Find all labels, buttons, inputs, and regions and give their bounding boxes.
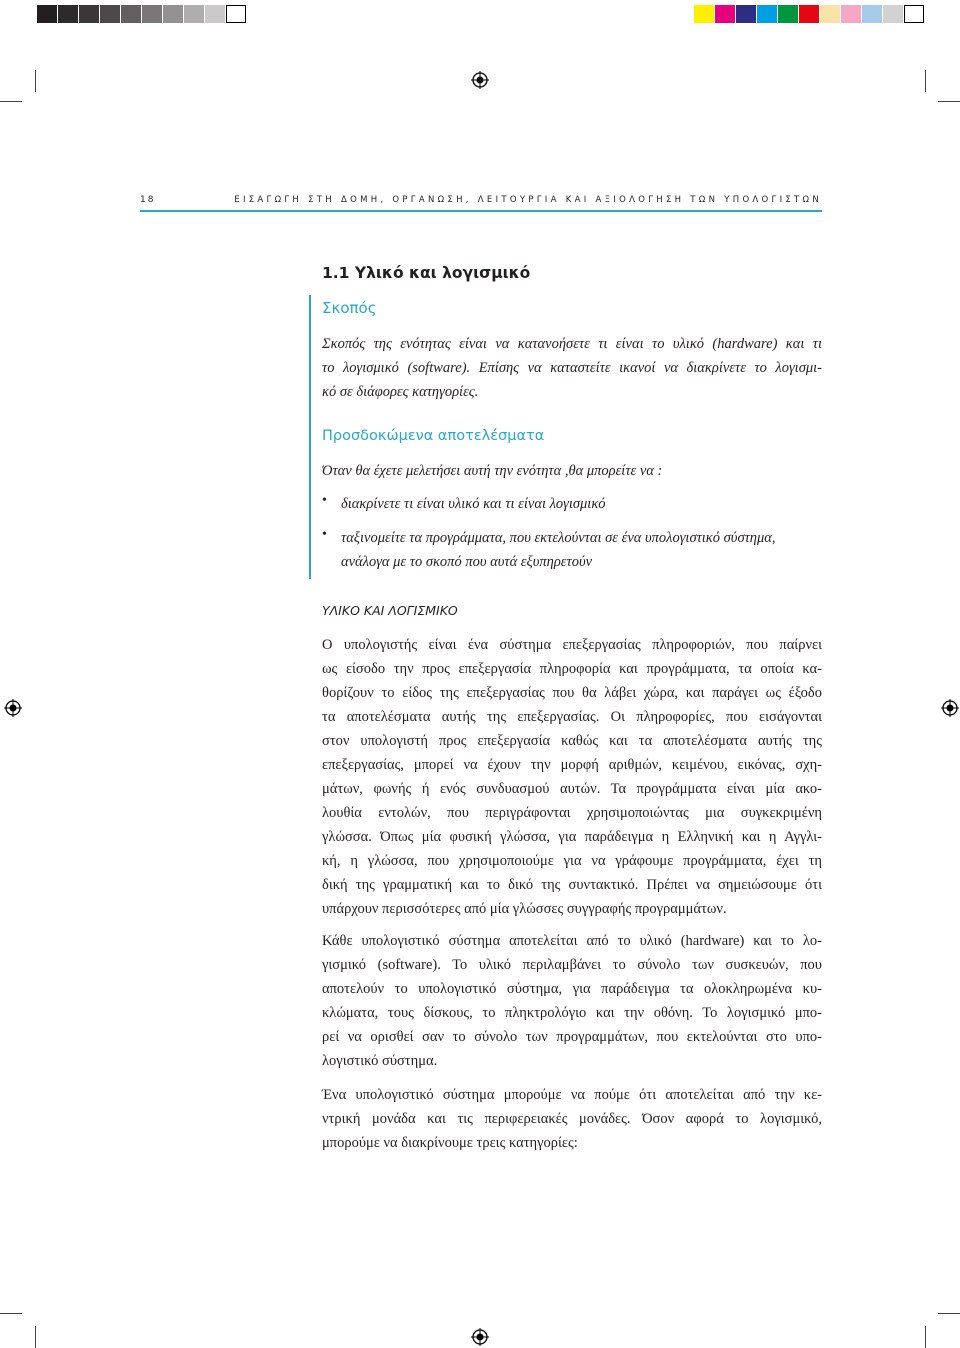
paragraph-line: Ο υπολογιστής είναι ένα σύστημα επεξεργασίας πληροφοριών, που παίρνει — [322, 637, 822, 653]
paragraph — [322, 929, 822, 1073]
crop-mark — [925, 1326, 926, 1348]
paragraph-line: λουθία εντολών, που περιγράφονται χρησιμοποιώντας μια συγκεκριμένη — [322, 805, 822, 821]
gray-swatch — [184, 5, 204, 23]
color-swatch — [904, 5, 924, 23]
paragraph-line: Ένα υπολογιστικό σύστημα μπορούμε να πούμε ότι αποτελείται από την κε- — [322, 1087, 822, 1103]
paragraph-line: γισμικό (software). Το υλικό περιλαμβάνει το σύνολο των συσκευών, που — [322, 957, 822, 973]
purpose-line: κό σε διάφορες κατηγορίες. — [322, 384, 479, 400]
outcome-line: ανάλογα με το σκοπό που αυτά εξυπηρετούν — [341, 554, 593, 570]
registration-mark-icon — [4, 699, 22, 717]
paragraph-line: ως είσοδο την προς επεξεργασία πληροφορία και προγράμματα, τα οποία κα- — [322, 661, 822, 677]
bullet-marker: • — [322, 493, 327, 508]
outcome-item — [341, 526, 823, 574]
color-swatch — [778, 5, 798, 23]
crop-mark — [35, 1326, 36, 1348]
color-swatch — [736, 5, 756, 23]
paragraph-line: ρεί να ορισθεί σαν το σύνολο των προγραμμάτων, που εκτελούνται στο υπο- — [322, 1029, 822, 1045]
registration-mark-icon — [941, 699, 959, 717]
paragraph-line: επεξεργασίας, μπορεί να έχουν την μορφή αριθμών, κειμένου, εικόνας, σχη- — [322, 757, 822, 773]
paragraph-line: λογιστικό σύστημα. — [322, 1053, 438, 1069]
paragraph-line: κλώματα, τους δίσκους, το πληκτρολόγιο και την οθόνη. Το λογισμικό μπο- — [322, 1005, 822, 1021]
page-number: 18 — [140, 195, 156, 205]
section-title: 1.1 Υλικό και λογισμικό — [322, 264, 531, 282]
running-header-title: ΕΙΣΑΓΩΓΗ ΣΤΗ ΔΟΜΗ, ΟΡΓΑΝΩΣΗ, ΛΕΙΤΟΥΡΓΙΑ ΚΑΙ ΑΞΙΟΛΟΓΗΣΗ ΤΩΝ ΥΠΟΛΟΓΙΣΤΩΝ — [234, 195, 822, 205]
paragraph-line: θορίζουν το είδος της επεξεργασίας που θα λάβει χώρα, και παράγει ως έξοδο — [322, 685, 822, 701]
outcome-item: διακρίνετε τι είναι υλικό και τι είναι λογισμικό — [341, 496, 606, 512]
paragraph — [322, 633, 822, 921]
paragraph-line: στον υπολογιστή προς επεξεργασία καθώς και τα αποτελέσματα αυτής της — [322, 733, 822, 749]
gray-swatch — [58, 5, 78, 23]
outcomes-intro: Όταν θα έχετε μελετήσει αυτή την ενότητα ,θα μπορείτε να : — [322, 463, 663, 479]
crop-mark — [35, 70, 36, 92]
grayscale-calibration-bar — [37, 5, 247, 23]
paragraph-line: υπάρχουν περισσότερες από μία γλώσσες συγγραφής προγραμμάτων. — [322, 901, 727, 917]
purpose-heading: Σκοπός — [322, 299, 377, 317]
paragraph — [322, 1083, 822, 1155]
crop-mark — [938, 101, 960, 102]
box-accent-line — [309, 295, 311, 579]
gray-swatch — [79, 5, 99, 23]
paragraph-line: μάτων, φωνής ή ενός συνδυασμού αυτών. Τα προγράμματα είναι μία ακο- — [322, 781, 822, 797]
gray-swatch — [37, 5, 57, 23]
registration-mark-icon — [471, 71, 489, 89]
purpose-line: το λογισμικό (software). Επίσης να καταστείτε ικανοί να διακρίνετε το λογισμι- — [322, 360, 822, 376]
crop-mark — [0, 101, 22, 102]
paragraph-line: μπορούμε να διακρίνουμε τρεις κατηγορίες: — [322, 1135, 578, 1151]
gray-swatch — [100, 5, 120, 23]
outcomes-heading: Προσδοκώμενα αποτελέσματα — [322, 428, 545, 444]
crop-mark — [938, 1313, 960, 1314]
color-swatch — [757, 5, 777, 23]
registration-mark-icon — [471, 1328, 489, 1346]
gray-swatch — [163, 5, 183, 23]
outcome-line: ταξινομείτε τα προγράμματα, που εκτελούνται σε ένα υπολογιστικό σύστημα, — [341, 530, 776, 546]
color-swatch — [883, 5, 903, 23]
color-swatch — [841, 5, 861, 23]
crop-mark — [925, 70, 926, 92]
paragraph-line: γλώσσα. Όπως μία φυσική γλώσσα, για παράδειγμα η Ελληνική και η Αγγλι- — [322, 829, 822, 845]
color-swatch — [862, 5, 882, 23]
color-swatch — [799, 5, 819, 23]
color-swatch — [820, 5, 840, 23]
gray-swatch — [121, 5, 141, 23]
gray-swatch — [205, 5, 225, 23]
paragraph-line: ντρική μονάδα και τις περιφερειακές μονάδες. Όσον αφορά το λογισμικό, — [322, 1111, 822, 1127]
color-calibration-bar — [694, 5, 925, 23]
paragraph-line: κή, η γλώσσα, που χρησιμοποιούμε για να γράφουμε προγράμματα, έχει τη — [322, 853, 822, 869]
paragraph-line: αποτελούν το υπολογιστικό σύστημα, για παράδειγμα τα ολοκληρωμένα κυ- — [322, 981, 822, 997]
paragraph-line: τα αποτελέσματα αυτής της επεξεργασίας. Οι πληροφορίες, που εισάγονται — [322, 709, 822, 725]
topic-heading: ΥΛΙΚΟ ΚΑΙ ΛΟΓΙΣΜΙΚΟ — [322, 603, 458, 618]
gray-swatch — [142, 5, 162, 23]
paragraph-line: Κάθε υπολογιστικό σύστημα αποτελείται από το υλικό (hardware) και το λο- — [322, 933, 822, 949]
color-swatch — [715, 5, 735, 23]
bullet-marker: • — [322, 527, 327, 542]
paragraph-line: δική της γραμματική και το δικό της συντακτικό. Πρέπει να σημειώσουμε ότι — [322, 877, 822, 893]
purpose-text — [322, 332, 822, 404]
purpose-line: Σκοπός της ενότητας είναι να κατανοήσετε τι είναι το υλικό (hardware) και τι — [322, 336, 822, 352]
color-swatch — [694, 5, 714, 23]
gray-swatch — [226, 5, 246, 23]
header-rule — [140, 210, 822, 212]
crop-mark — [0, 1313, 22, 1314]
